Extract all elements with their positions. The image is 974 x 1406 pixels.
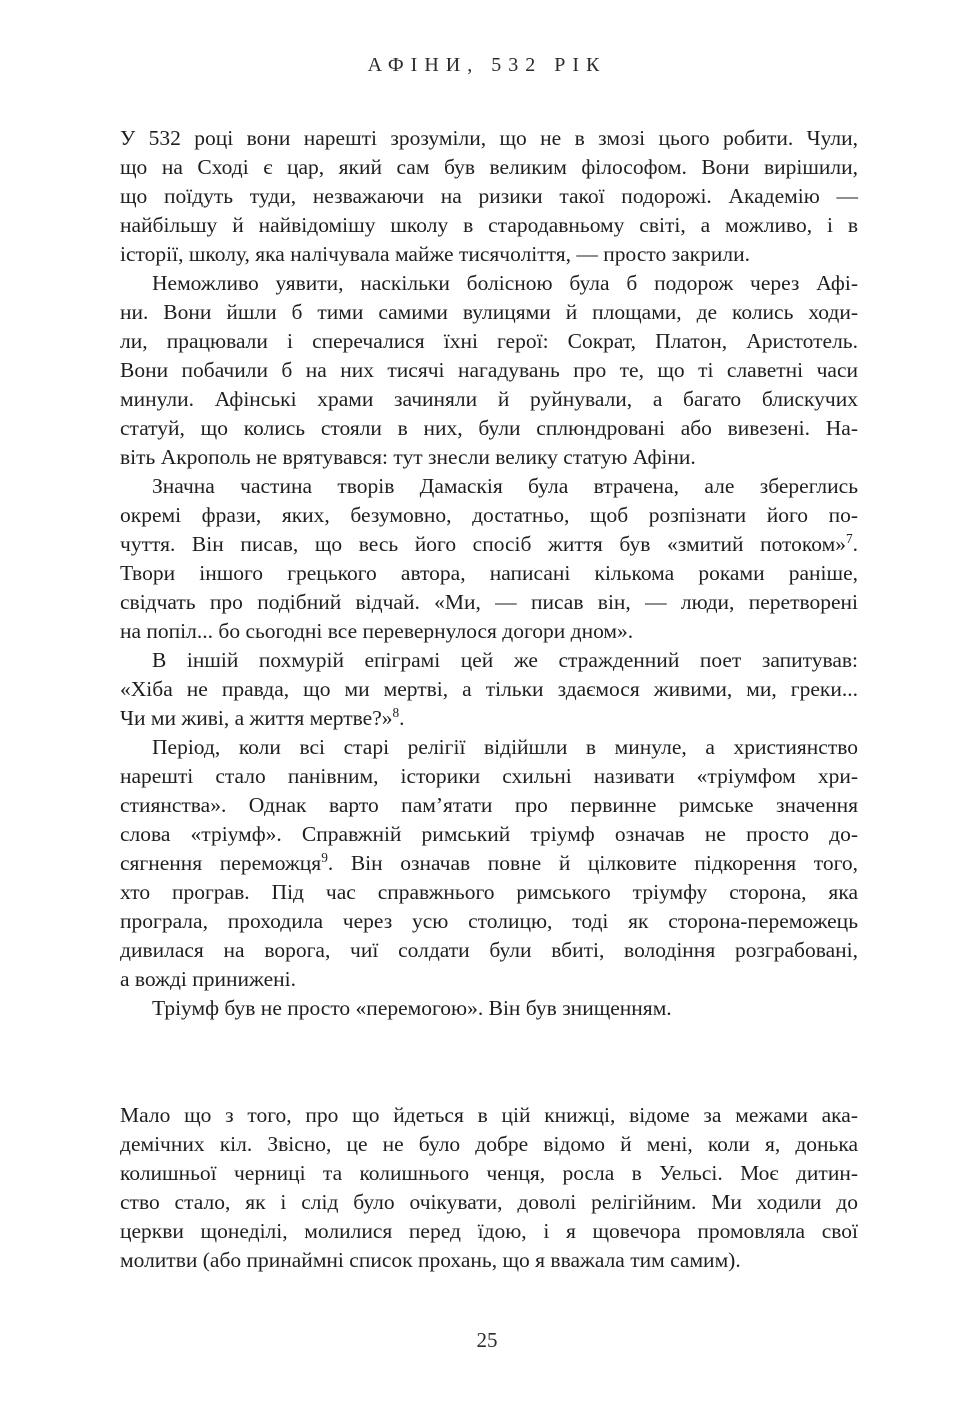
text-run: Твори іншого грецького автора, написані кількома роками раніше, bbox=[120, 561, 858, 585]
text-run: а вожді принижені. bbox=[120, 967, 297, 991]
text-line bbox=[120, 269, 858, 298]
text-run: чуття. Він писав, що весь його спосіб життя був «змитий потоком» bbox=[120, 532, 846, 556]
text-run: колишньої черниці та колишнього ченця, росла в Уельсі. Моє дитин- bbox=[120, 1161, 858, 1185]
text-line bbox=[120, 530, 858, 559]
text-line bbox=[120, 675, 858, 704]
text-line bbox=[120, 936, 858, 965]
text-run: Чи ми живі, а життя мертве?» bbox=[120, 706, 393, 730]
paragraph bbox=[120, 472, 858, 646]
text-run: «Хіба не правда, що ми мертві, а тільки здаємося живими, ми, греки... bbox=[120, 677, 858, 701]
text-run: слова «тріумф». Справжній римський тріумф означав не просто до- bbox=[120, 822, 858, 846]
text-line bbox=[120, 907, 858, 936]
paragraph bbox=[120, 124, 858, 269]
text-run: . bbox=[399, 706, 405, 730]
text-run: . bbox=[852, 532, 858, 556]
running-head: АФІНИ, 532 РІК bbox=[367, 54, 607, 76]
text-line bbox=[120, 733, 858, 762]
text-line bbox=[120, 965, 858, 994]
text-run: хто програв. Під час справжнього римського тріумфу сторона, яка bbox=[120, 880, 858, 904]
text-run: дивилася на ворога, чиї солдати були вбиті, володіння розграбовані, bbox=[120, 938, 858, 962]
text-line bbox=[120, 994, 858, 1023]
text-line bbox=[120, 240, 858, 269]
text-run: окремі фрази, яких, безумовно, достатньо, щоб розпізнати його по- bbox=[120, 503, 858, 527]
text-line bbox=[120, 559, 858, 588]
paragraph bbox=[120, 646, 858, 733]
text-run: Період, коли всі старі релігії відійшли в минуле, а християнство bbox=[152, 735, 858, 759]
text-line bbox=[120, 646, 858, 675]
text-line bbox=[120, 1246, 858, 1275]
text-run: Вони побачили б на них тисячі нагадувань про те, що ті славетні часи bbox=[120, 358, 858, 382]
text-line bbox=[120, 820, 858, 849]
paragraph bbox=[120, 269, 858, 472]
text-line bbox=[120, 124, 858, 153]
text-run: Неможливо уявити, наскільки болісною була б подорож через Афі- bbox=[152, 271, 858, 295]
text-line bbox=[120, 501, 858, 530]
text-line bbox=[120, 762, 858, 791]
text-line bbox=[120, 588, 858, 617]
text-run: У 532 році вони нарешті зрозуміли, що не в змозі цього робити. Чули, bbox=[120, 126, 858, 150]
text-run: В іншій похмурій епіграмі цей же стражденний поет запитував: bbox=[152, 648, 858, 672]
text-run: церкви щонеділі, молилися перед їдою, і я щовечора промовляла свої bbox=[120, 1219, 858, 1243]
footnote-ref: 9 bbox=[321, 849, 328, 865]
text-run: статуй, що колись стояли в них, були сплюндровані або вивезені. На- bbox=[120, 416, 858, 440]
text-line bbox=[120, 1130, 858, 1159]
text-run: демічних кіл. Звісно, це не було добре відомо й мені, коли я, донька bbox=[120, 1132, 858, 1156]
text-run: минули. Афінські храми зачиняли й руйнували, а багато блискучих bbox=[120, 387, 858, 411]
text-run: свідчать про подібний відчай. «Ми, — писав він, — люди, перетворені bbox=[120, 590, 858, 614]
paragraph bbox=[120, 733, 858, 994]
text-line bbox=[120, 791, 858, 820]
text-run: ни. Вони йшли б тими самими вулицями й площами, де колись ходи- bbox=[120, 300, 858, 324]
text-run: історії, школу, яка налічувала майже тисячоліття, — просто закрили. bbox=[120, 242, 750, 266]
text-line bbox=[120, 327, 858, 356]
text-run: сягнення переможця bbox=[120, 851, 322, 875]
text-run: віть Акрополь не врятувався: тут знесли велику статую Афіни. bbox=[120, 445, 696, 469]
text-line bbox=[120, 617, 858, 646]
footnote-ref: 8 bbox=[392, 704, 400, 720]
text-run: Тріумф був не просто «перемогою». Він був знищенням. bbox=[152, 996, 672, 1020]
text-run: найбільшу й найвідомішу школу в стародавньому світі, а можливо, і в bbox=[120, 213, 858, 237]
text-line bbox=[120, 1217, 858, 1246]
text-run: стиянства». Однак варто пам’ятати про первинне римське значення bbox=[120, 793, 858, 817]
paragraph bbox=[120, 994, 858, 1023]
text-line bbox=[120, 153, 858, 182]
text-line bbox=[120, 385, 858, 414]
text-line bbox=[120, 849, 858, 878]
text-line bbox=[120, 1188, 858, 1217]
text-run: нарешті стало панівним, історики схильні називати «тріумфом хри- bbox=[120, 764, 858, 788]
text-run: що поїдуть туди, незважаючи на ризики такої подорожі. Академію — bbox=[120, 184, 858, 208]
text-line bbox=[120, 704, 858, 733]
text-run: молитви (або принаймні список прохань, що я вважала тим самим). bbox=[120, 1248, 741, 1272]
text-run: ли, працювали і сперечалися їхні герої: Сократ, Платон, Аристотель. bbox=[120, 329, 858, 353]
text-line bbox=[120, 356, 858, 385]
page-number: 25 bbox=[476, 1328, 498, 1352]
text-line bbox=[120, 414, 858, 443]
text-run: Значна частина творів Дамаскія була втрачена, але збереглись bbox=[152, 474, 858, 498]
text-run: на попіл... бо сьогодні все перевернулося догори дном». bbox=[120, 619, 634, 643]
text-run: програла, проходила через усю столицю, тоді як сторона-переможець bbox=[120, 909, 858, 933]
footnote-ref: 7 bbox=[845, 530, 853, 546]
text-line bbox=[120, 211, 858, 240]
text-run: Мало що з того, про що йдеться в цій книжці, відоме за межами ака- bbox=[120, 1103, 858, 1127]
text-line bbox=[120, 1101, 858, 1130]
text-line bbox=[120, 443, 858, 472]
text-line bbox=[120, 472, 858, 501]
text-run: що на Сході є цар, який сам був великим філософом. Вони вирішили, bbox=[120, 155, 858, 179]
paragraph bbox=[120, 1101, 858, 1275]
body-text bbox=[120, 124, 858, 1275]
text-line bbox=[120, 298, 858, 327]
text-line bbox=[120, 1159, 858, 1188]
text-run: . Він означав повне й цілковите підкорення того, bbox=[327, 851, 858, 875]
text-run: ство стало, як і слід було очікувати, доволі релігійним. Ми ходили до bbox=[120, 1190, 858, 1214]
text-line bbox=[120, 878, 858, 907]
text-line bbox=[120, 182, 858, 211]
